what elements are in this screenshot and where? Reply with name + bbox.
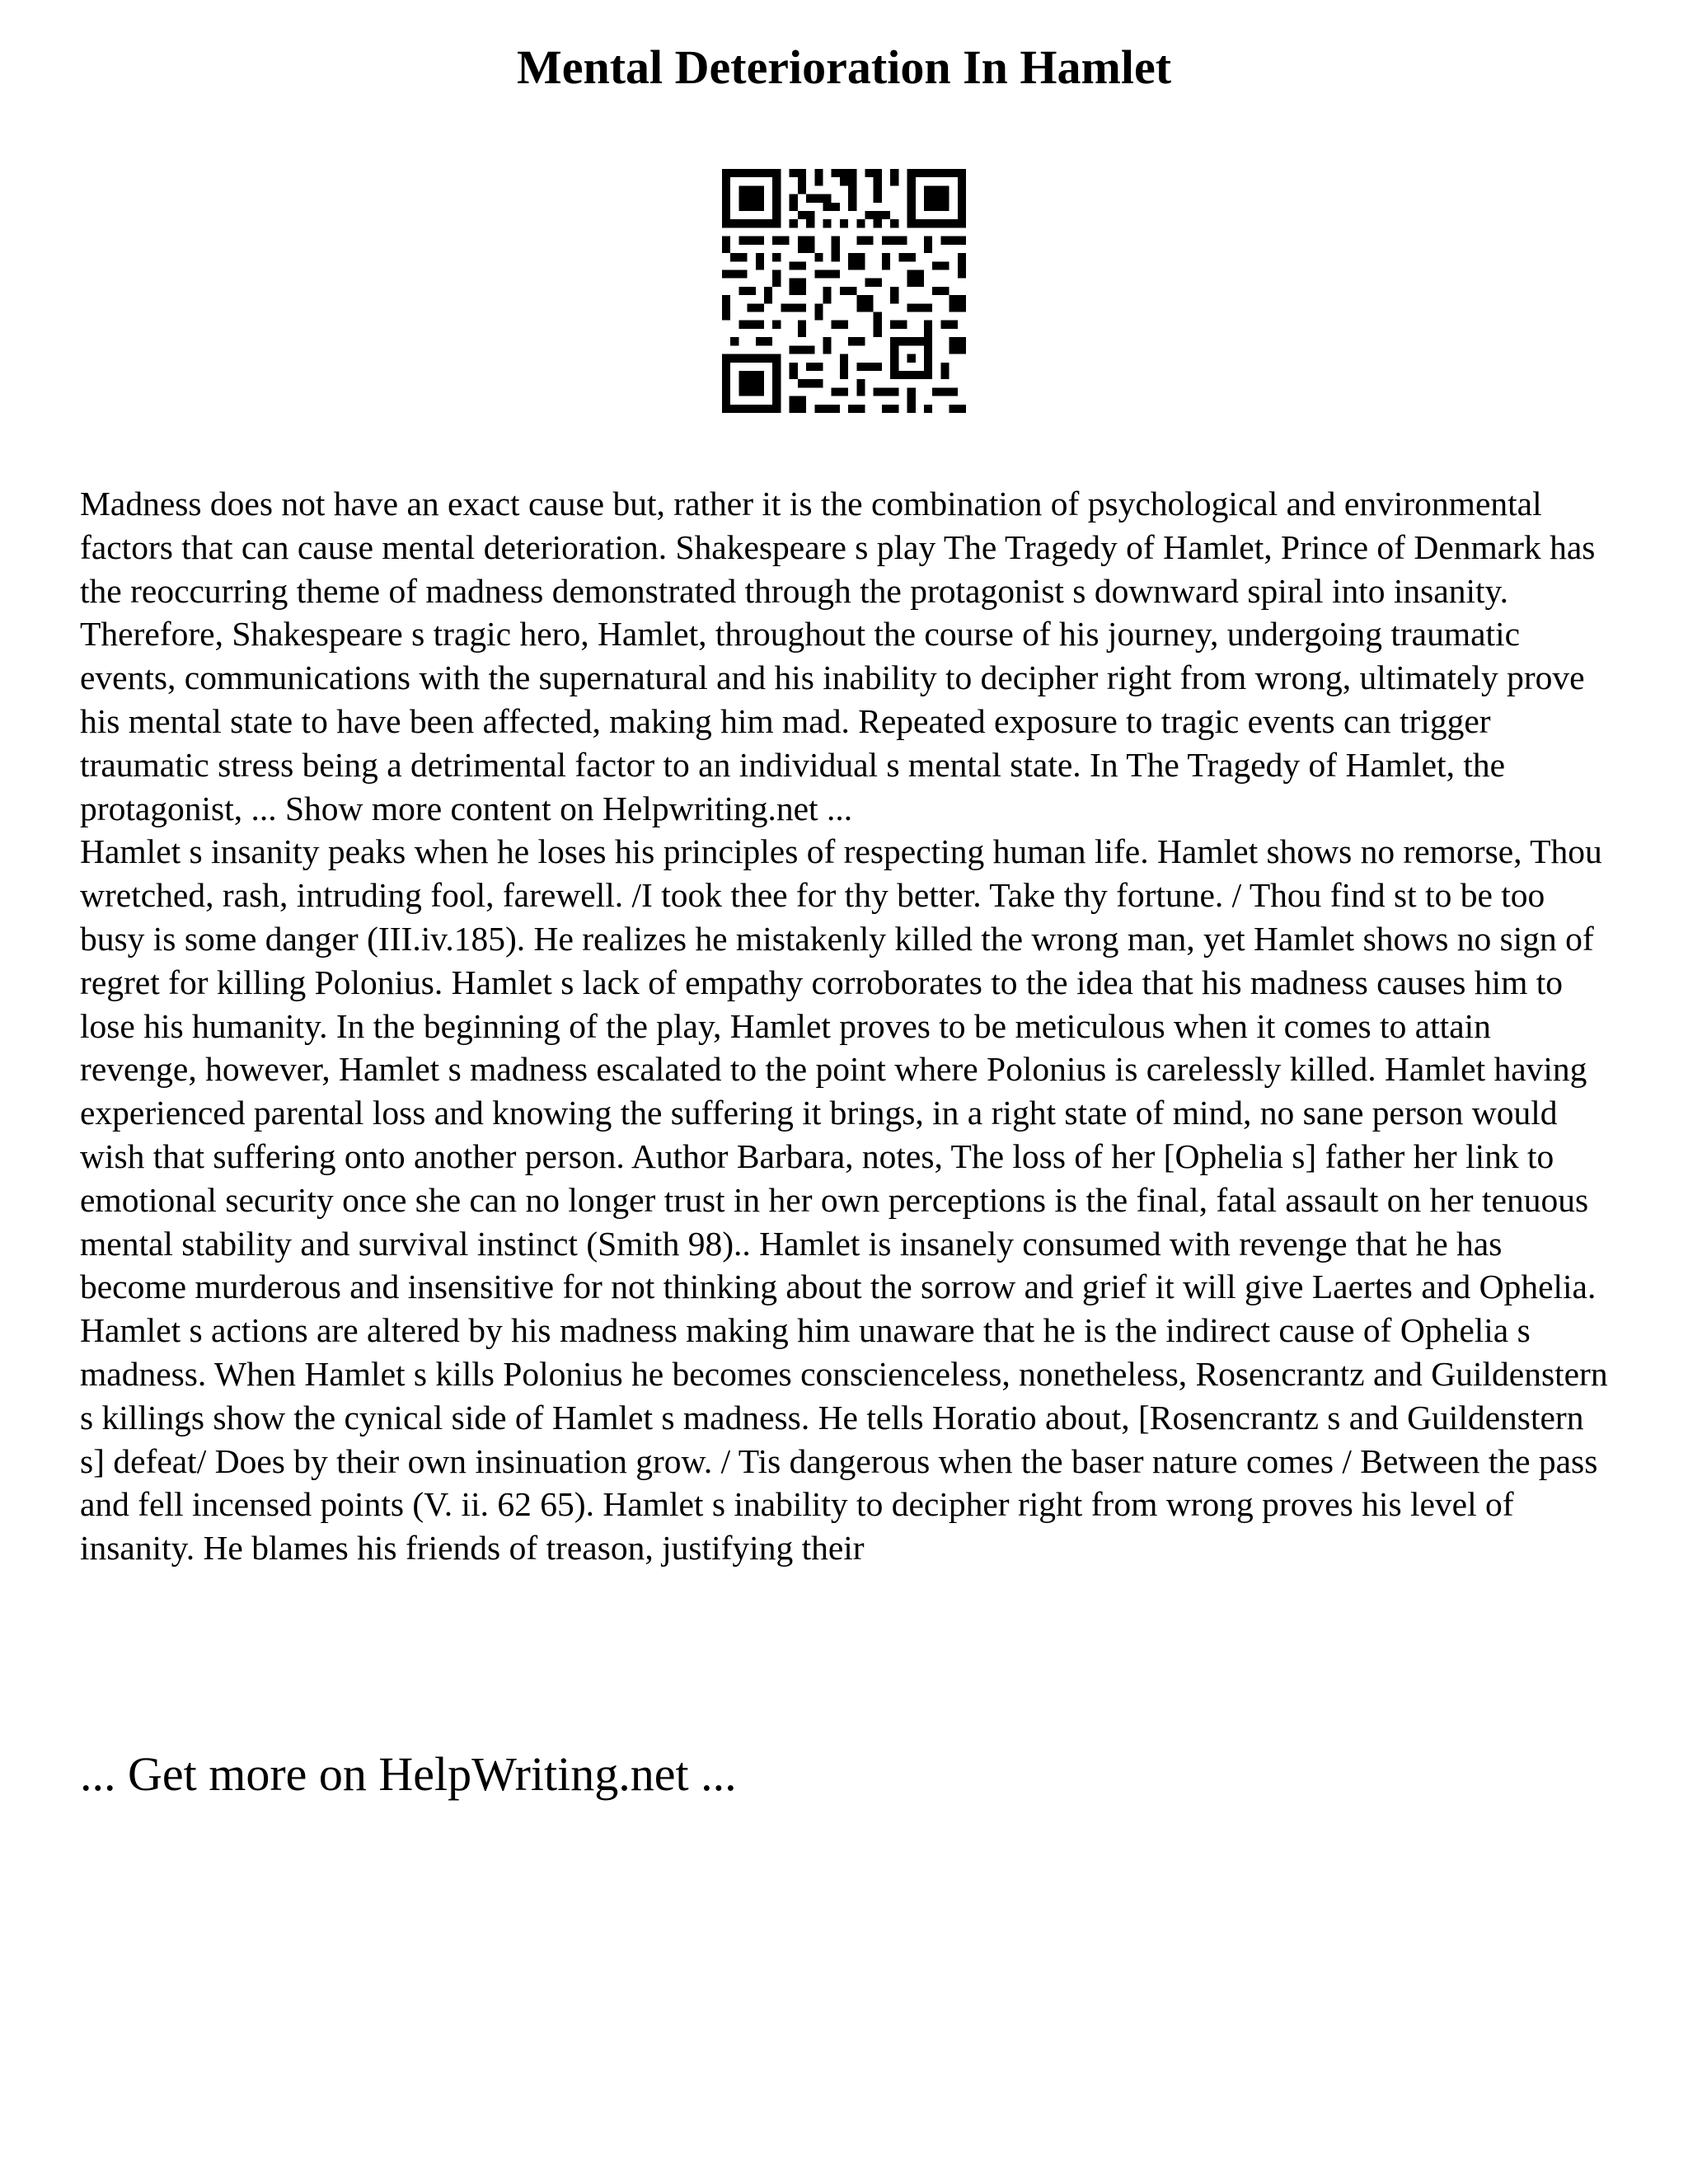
page-title: Mental Deterioration In Hamlet [516,40,1172,94]
essay-paragraph-intro: Madness does not have an exact cause but, rather it is the combination of psychological and environmental factors that can cause mental deterioration. Shakespeare s play The Tragedy of Hamlet, Prince of Denmark has the reoccurring theme of madness demonstrated through the protagonist s downward spiral into insanity. Therefore, Shakespeare s tragic hero, Hamlet, throughout the course of his journey, undergoing traumatic events, communications with the supernatural and his inability to decipher right from wrong, ultimately prove his mental state to have been affected, making him mad. Repeated exposure to tragic events can trigger traumatic stress being a detrimental factor to an individual s mental state. In The Tragedy of Hamlet, the protagonist, ... Show more content on Helpwriting.net ... [80,485,1596,827]
get-more-link[interactable]: ... Get more on HelpWriting.net ... [80,1747,737,1801]
essay-body [80,482,1613,1570]
qr-code-icon [722,169,966,413]
essay-paragraph-main: Hamlet s insanity peaks when he loses his principles of respecting human life. Hamlet shows no remorse, Thou wretched, rash, intruding fool, farewell. /I took thee for thy better. Take thy fortune. / Thou find st to be too busy is some danger (III.iv.185). He realizes he mistakenly killed the wrong man, yet Hamlet shows no sign of regret for killing Polonius. Hamlet s lack of empathy corroborates to the idea that his madness causes him to lose his humanity. In the beginning of the play, Hamlet proves to be meticulous when it comes to attain revenge, however, Hamlet s madness escalated to the point where Polonius is carelessly killed. Hamlet having experienced parental loss and knowing the suffering it brings, in a right state of mind, no sane person would wish that suffering onto another person. Author Barbara, notes, The loss of her [Ophelia s] father her link to emotional security once she can no longer trust in her own perceptions is the final, fatal assault on her tenuous mental stability and survival instinct (Smith 98).. Hamlet is insanely consumed with revenge that he has become murderous and insensitive for not thinking about the sorrow and grief it will give Laertes and Ophelia. Hamlet s actions are altered by his madness making him unaware that he is the indirect cause of Ophelia s madness. When Hamlet s kills Polonius he becomes conscienceless, nonetheless, Rosencrantz and Guildenstern s killings show the cynical side of Hamlet s madness. He tells Horatio about, [Rosencrantz s and Guildenstern s] defeat/ Does by their own insinuation grow. / Tis dangerous when the baser nature comes / Between the pass and fell incensed points (V. ii. 62 65). Hamlet s inability to decipher right from wrong proves his level of insanity. He blames his friends of treason, justifying their [80,832,1608,1568]
qr-code-graphic [722,169,966,413]
